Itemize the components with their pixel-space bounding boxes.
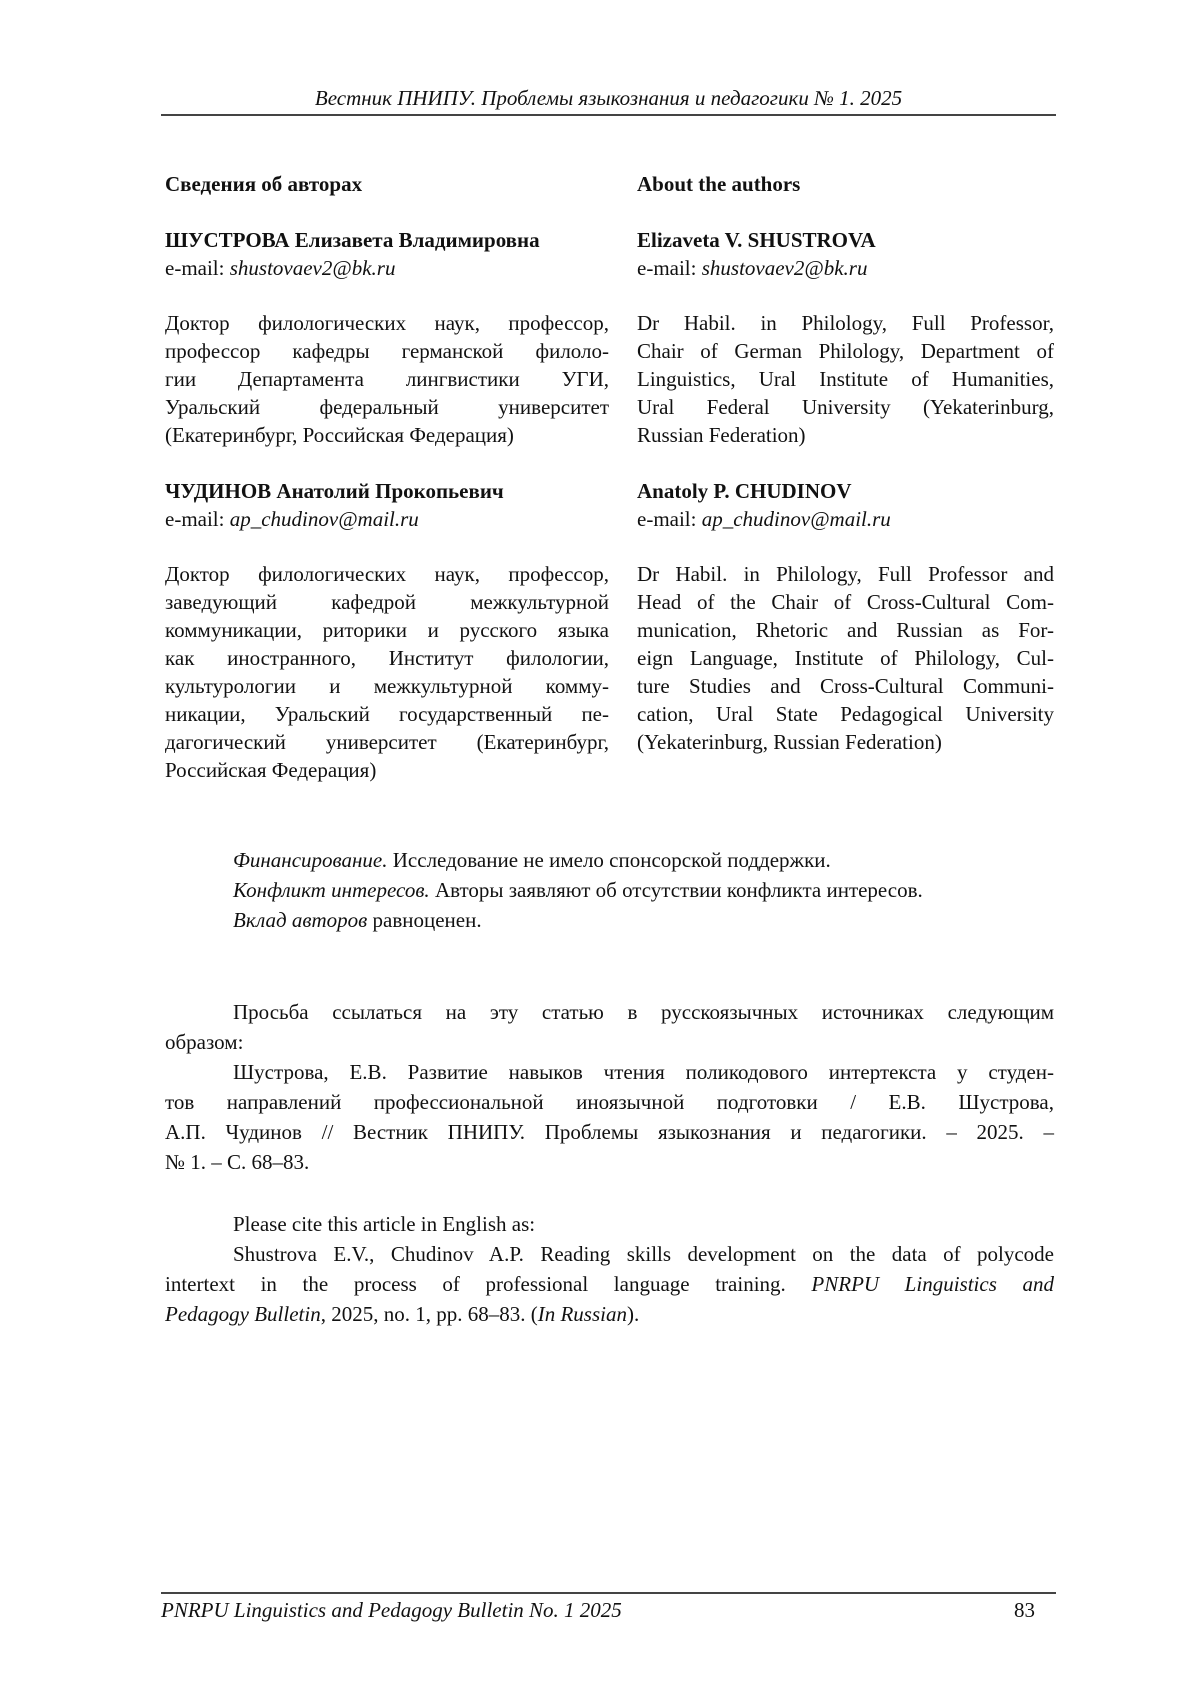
bio-line: Уральский федеральный университет [165,395,609,420]
label: Вклад авторов [233,908,368,932]
footer-rule [161,1592,1056,1594]
author1-email-en [637,255,1054,283]
bio-line: профессор кафедры германской филоло- [165,339,609,364]
text: ). [626,1302,640,1326]
citation-ru [165,997,1054,1177]
email-label: e-mail: [637,506,702,531]
bio-line: Linguistics, Ural Institute of Humanities, [637,367,1054,392]
bio-line: Dr Habil. in Philology, Full Professor and [637,562,1054,587]
language-note: In Russian [537,1302,627,1326]
journal-title: Pedagogy Bulletin [165,1302,321,1326]
email-label: e-mail: [637,255,702,280]
citation-line: Шустрова, Е.В. Развитие навыков чтения поликодового интертекста у студен- [233,1060,1054,1084]
author1-bio-ru [165,310,609,449]
citation-intro: Please cite this article in English as: [233,1212,536,1236]
conflict-statement [233,875,923,905]
citation-line: № 1. – С. 68–83. [165,1150,310,1174]
citation-line: А.П. Чудинов // Вестник ПНИПУ. Проблемы языкознания и педагогики. – 2025. – [165,1120,1054,1144]
bio-line: культурологии и межкультурной комму- [165,674,609,699]
bio-line: (Yekaterinburg, Russian Federation) [637,729,942,754]
running-header: Вестник ПНИПУ. Проблемы языкознания и педагогики № 1. 2025 [314,86,903,110]
bio-line: заведующий кафедрой межкультурной [165,590,609,615]
text: intertext in the process of professional language training. [165,1272,812,1296]
disclosures [233,845,923,935]
text: , 2025, no. 1, pp. 68–83. ( [320,1302,538,1326]
citation-line [165,1299,1054,1329]
bio-line: как иностранного, Институт филологии, [165,646,609,671]
citation-line [165,1269,1054,1299]
bio-line: munication, Rhetoric and Russian as For- [637,618,1054,643]
author2-email-ru [165,506,609,534]
bio-line: Доктор филологических наук, профессор, [165,311,609,336]
author2-email-en [637,506,1054,534]
section-title-en: About the authors [637,172,801,196]
author2-name-en: Anatoly P. CHUDINOV [637,478,852,503]
header-rule [161,114,1056,116]
text: Исследование не имело спонсорской поддержки. [387,848,831,872]
bio-line: Chair of German Philology, Department of [637,339,1054,364]
email-link[interactable]: ap_chudinov@mail.ru [229,506,419,531]
bio-line: Dr Habil. in Philology, Full Professor, [637,311,1054,336]
bio-line: никации, Уральский государственный пе- [165,701,609,726]
text: Авторы заявляют об отсутствии конфликта интересов. [429,878,923,902]
author1-bio-en [637,310,1054,449]
bio-line: Ural Federal University (Yekaterinburg, [637,395,1054,420]
citation-line: Shustrova E.V., Chudinov A.P. Reading skills development on the data of polycode [233,1242,1054,1266]
authors-info-ru [165,171,609,785]
email-label: e-mail: [165,255,230,280]
contribution-statement [233,905,923,935]
label: Финансирование. [233,848,388,872]
email-label: e-mail: [165,506,230,531]
journal-title: PNRPU Linguistics and [811,1272,1054,1296]
author1-email-ru [165,255,609,283]
page-number: 83 [1014,1598,1035,1622]
author2-name-ru: ЧУДИНОВ Анатолий Прокопьевич [165,478,504,503]
email-link[interactable]: shustovaev2@bk.ru [701,255,868,280]
email-link[interactable]: ap_chudinov@mail.ru [701,506,891,531]
bio-line: дагогический университет (Екатеринбург, [165,729,609,754]
bio-line: eign Language, Institute of Philology, Cul- [637,646,1054,671]
bio-line: коммуникации, риторики и русского языка [165,618,609,643]
bio-line: гии Департамента лингвистики УГИ, [165,367,609,392]
bio-line: Head of the Chair of Cross-Cultural Com- [637,590,1054,615]
authors-info-en [637,171,1054,757]
bio-line: Russian Federation) [637,423,806,448]
footer-journal: PNRPU Linguistics and Pedagogy Bulletin No. 1 2025 [161,1598,622,1622]
section-title-ru: Сведения об авторах [165,172,363,196]
author1-name-en: Elizaveta V. SHUSTROVA [637,227,876,252]
bio-line: Российская Федерация) [165,757,377,782]
label: Конфликт интересов. [233,878,430,902]
funding-statement [233,845,923,875]
email-link[interactable]: shustovaev2@bk.ru [229,255,396,280]
author2-bio-en [637,561,1054,756]
citation-line: тов направлений профессиональной иноязычной подготовки / Е.В. Шустрова, [165,1090,1054,1114]
bio-line: Доктор филологических наук, профессор, [165,562,609,587]
bio-line: cation, Ural State Pedagogical University [637,701,1054,726]
citation-en [165,1209,1054,1329]
bio-line: (Екатеринбург, Российская Федерация) [165,423,514,448]
citation-line: образом: [165,1030,244,1054]
bio-line: ture Studies and Cross-Cultural Communi- [637,674,1054,699]
citation-line: Просьба ссылаться на эту статью в русскоязычных источниках следующим [233,1000,1054,1024]
author1-name-ru: ШУСТРОВА Елизавета Владимировна [165,227,540,252]
text: равноценен. [367,908,482,932]
author2-bio-ru [165,561,609,784]
